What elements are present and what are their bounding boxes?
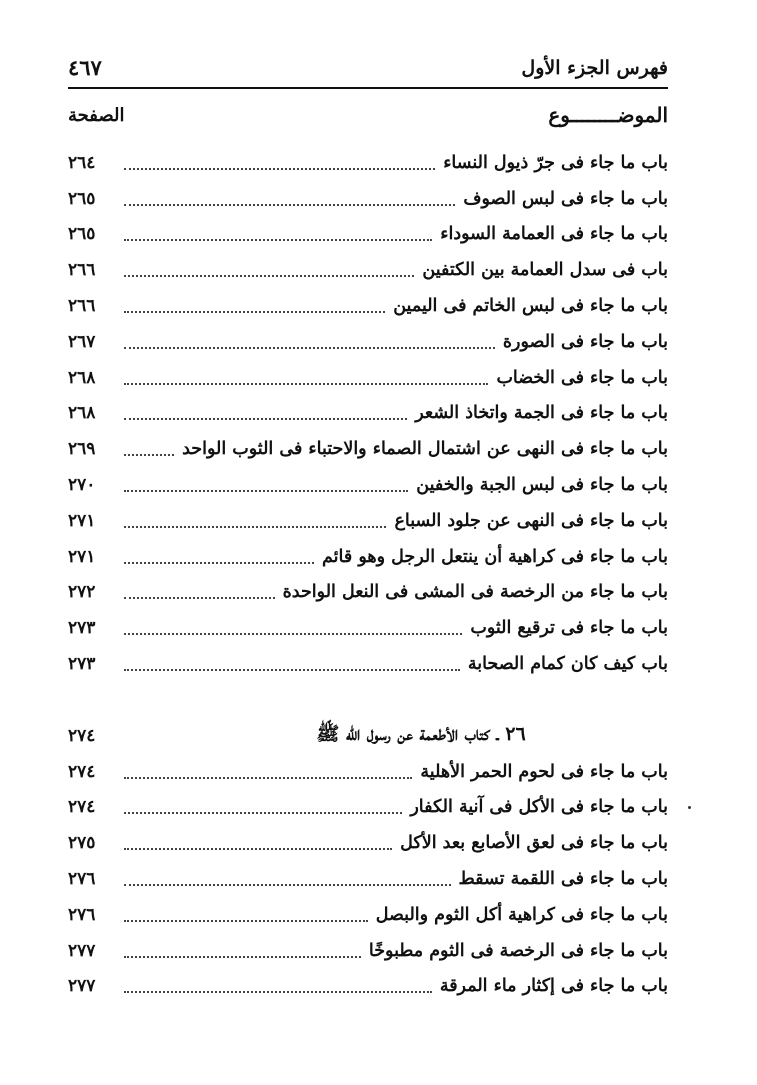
toc-entry bbox=[68, 431, 668, 467]
dot-leader bbox=[124, 275, 414, 277]
toc-entry-title: باب ما جاء فى لعق الأصابع بعد الأكل bbox=[400, 833, 668, 854]
toc-entry-title: باب ما جاء فى إكثار ماء المرقة bbox=[439, 976, 668, 997]
toc-entry bbox=[68, 503, 668, 539]
toc-entry-page: ٢٦٤ bbox=[68, 152, 96, 173]
toc-entry-page: ٢٧٣ bbox=[68, 654, 96, 675]
column-headings bbox=[68, 103, 668, 133]
toc-entry-title: باب ما جاء فى لبس الصوف bbox=[463, 188, 668, 209]
toc-entry bbox=[68, 145, 668, 181]
toc-entry-page: ٢٦٦ bbox=[68, 260, 96, 281]
dot-leader bbox=[124, 526, 386, 528]
dot-leader bbox=[124, 347, 495, 349]
toc-entry bbox=[68, 790, 668, 826]
dot-leader bbox=[124, 454, 174, 456]
dot-leader bbox=[124, 884, 451, 886]
toc-entry-title: باب ما جاء فى الخضاب bbox=[496, 367, 668, 388]
toc-entry-title: باب ما جاء فى العمامة السوداء bbox=[440, 224, 668, 245]
toc-entry-title: باب ما جاء فى جرّ ذيول النساء bbox=[443, 152, 668, 173]
dot-leader bbox=[124, 777, 412, 779]
toc-entry-title: باب ما جاء فى الأكل فى آنية الكفار bbox=[410, 797, 668, 818]
toc-entry bbox=[68, 288, 668, 324]
entries-group-2 bbox=[68, 754, 668, 1005]
toc-entry-page: ٢٦٨ bbox=[68, 367, 96, 388]
subject-column-heading: الموضــــــــوع bbox=[548, 103, 668, 127]
toc-entry-title: باب ما جاء فى الجمة واتخاذ الشعر bbox=[415, 403, 668, 424]
toc-entry bbox=[68, 396, 668, 432]
toc-entry-page: ٢٧٢ bbox=[68, 582, 96, 603]
toc-entry-page: ٢٧٣ bbox=[68, 618, 96, 639]
toc-entry bbox=[68, 754, 668, 790]
entries-group-1 bbox=[68, 145, 668, 682]
page-column-heading: الصفحة bbox=[68, 105, 125, 126]
header-page-number: ٤٦٧ bbox=[68, 55, 102, 80]
section-title: ٢٦ ـ كتاب الأطعمة عن رسول الله ﷺ bbox=[316, 722, 526, 745]
toc-entry-title: باب ما جاء من الرخصة فى المشى فى النعل الواحدة bbox=[282, 582, 668, 603]
toc-entry bbox=[68, 969, 668, 1005]
toc-entry-page: ٢٧٥ bbox=[68, 833, 96, 854]
toc-entry-page: ٢٧٦ bbox=[68, 904, 96, 925]
section-heading-row bbox=[68, 718, 668, 754]
table-of-contents bbox=[68, 145, 668, 1004]
dot-leader bbox=[124, 669, 460, 671]
toc-entry bbox=[68, 324, 668, 360]
toc-entry-title: باب ما جاء فى الرخصة فى الثوم مطبوخًا bbox=[368, 940, 668, 961]
toc-entry-page: ٢٧٤ bbox=[68, 797, 96, 818]
toc-entry-title: باب ما جاء فى ترقيع الثوب bbox=[470, 618, 668, 639]
toc-entry-page: ٢٧١ bbox=[68, 510, 96, 531]
toc-entry bbox=[68, 181, 668, 217]
dot-leader bbox=[124, 490, 408, 492]
dot-leader bbox=[124, 597, 275, 599]
toc-entry-page: ٢٧٠ bbox=[68, 475, 96, 496]
dot-leader bbox=[124, 239, 432, 241]
toc-entry-page: ٢٦٦ bbox=[68, 296, 96, 317]
toc-entry bbox=[68, 861, 668, 897]
dot-leader bbox=[124, 812, 402, 814]
toc-entry bbox=[68, 610, 668, 646]
toc-entry-page: ٢٧٤ bbox=[68, 761, 96, 782]
section-page: ٢٧٤ bbox=[68, 725, 96, 746]
dot-leader bbox=[124, 920, 368, 922]
toc-entry-page: ٢٧٦ bbox=[68, 869, 96, 890]
scan-speck bbox=[688, 806, 691, 809]
toc-entry-page: ٢٦٥ bbox=[68, 224, 96, 245]
toc-entry-title: باب ما جاء فى لحوم الحمر الأهلية bbox=[420, 761, 668, 782]
toc-entry-title: باب ما جاء فى لبس الجبة والخفين bbox=[416, 475, 668, 496]
header-title: فهرس الجزء الأول bbox=[521, 57, 668, 79]
dot-leader bbox=[124, 633, 462, 635]
toc-entry bbox=[68, 575, 668, 611]
toc-entry-title: باب ما جاء فى الصورة bbox=[502, 331, 668, 352]
toc-entry bbox=[68, 897, 668, 933]
toc-entry-title: باب ما جاء فى النهى عن جلود السباع bbox=[394, 510, 668, 531]
toc-entry bbox=[68, 933, 668, 969]
toc-entry-title: باب ما جاء فى لبس الخاتم فى اليمين bbox=[393, 296, 668, 317]
toc-entry bbox=[68, 646, 668, 682]
toc-entry bbox=[68, 467, 668, 503]
toc-entry-title: باب كيف كان كمام الصحابة bbox=[467, 654, 668, 675]
toc-entry-page: ٢٦٧ bbox=[68, 331, 96, 352]
toc-entry-page: ٢٦٨ bbox=[68, 403, 96, 424]
toc-entry-page: ٢٧١ bbox=[68, 546, 96, 567]
toc-entry bbox=[68, 360, 668, 396]
dot-leader bbox=[124, 168, 435, 170]
running-header bbox=[68, 55, 668, 89]
dot-leader bbox=[124, 848, 392, 850]
dot-leader bbox=[124, 562, 314, 564]
toc-entry bbox=[68, 825, 668, 861]
toc-entry-title: باب فى سدل العمامة بين الكتفين bbox=[422, 260, 668, 281]
dot-leader bbox=[124, 204, 455, 206]
toc-entry-title: باب ما جاء فى كراهية أكل الثوم والبصل bbox=[375, 904, 668, 925]
toc-entry-title: باب ما جاء فى كراهية أن ينتعل الرجل وهو قائم bbox=[322, 546, 668, 567]
toc-entry-page: ٢٧٧ bbox=[68, 976, 96, 997]
toc-entry bbox=[68, 252, 668, 288]
toc-entry-title: باب ما جاء فى النهى عن اشتمال الصماء والاحتباء فى الثوب الواحد bbox=[182, 439, 668, 460]
toc-entry-page: ٢٦٩ bbox=[68, 439, 96, 460]
toc-entry bbox=[68, 217, 668, 253]
dot-leader bbox=[124, 991, 432, 993]
toc-entry-page: ٢٦٥ bbox=[68, 188, 96, 209]
dot-leader bbox=[124, 956, 361, 958]
dot-leader bbox=[124, 311, 385, 313]
dot-leader bbox=[124, 418, 407, 420]
toc-entry bbox=[68, 539, 668, 575]
toc-entry-page: ٢٧٧ bbox=[68, 940, 96, 961]
toc-entry-title: باب ما جاء فى اللقمة تسقط bbox=[458, 869, 668, 890]
dot-leader bbox=[124, 383, 488, 385]
